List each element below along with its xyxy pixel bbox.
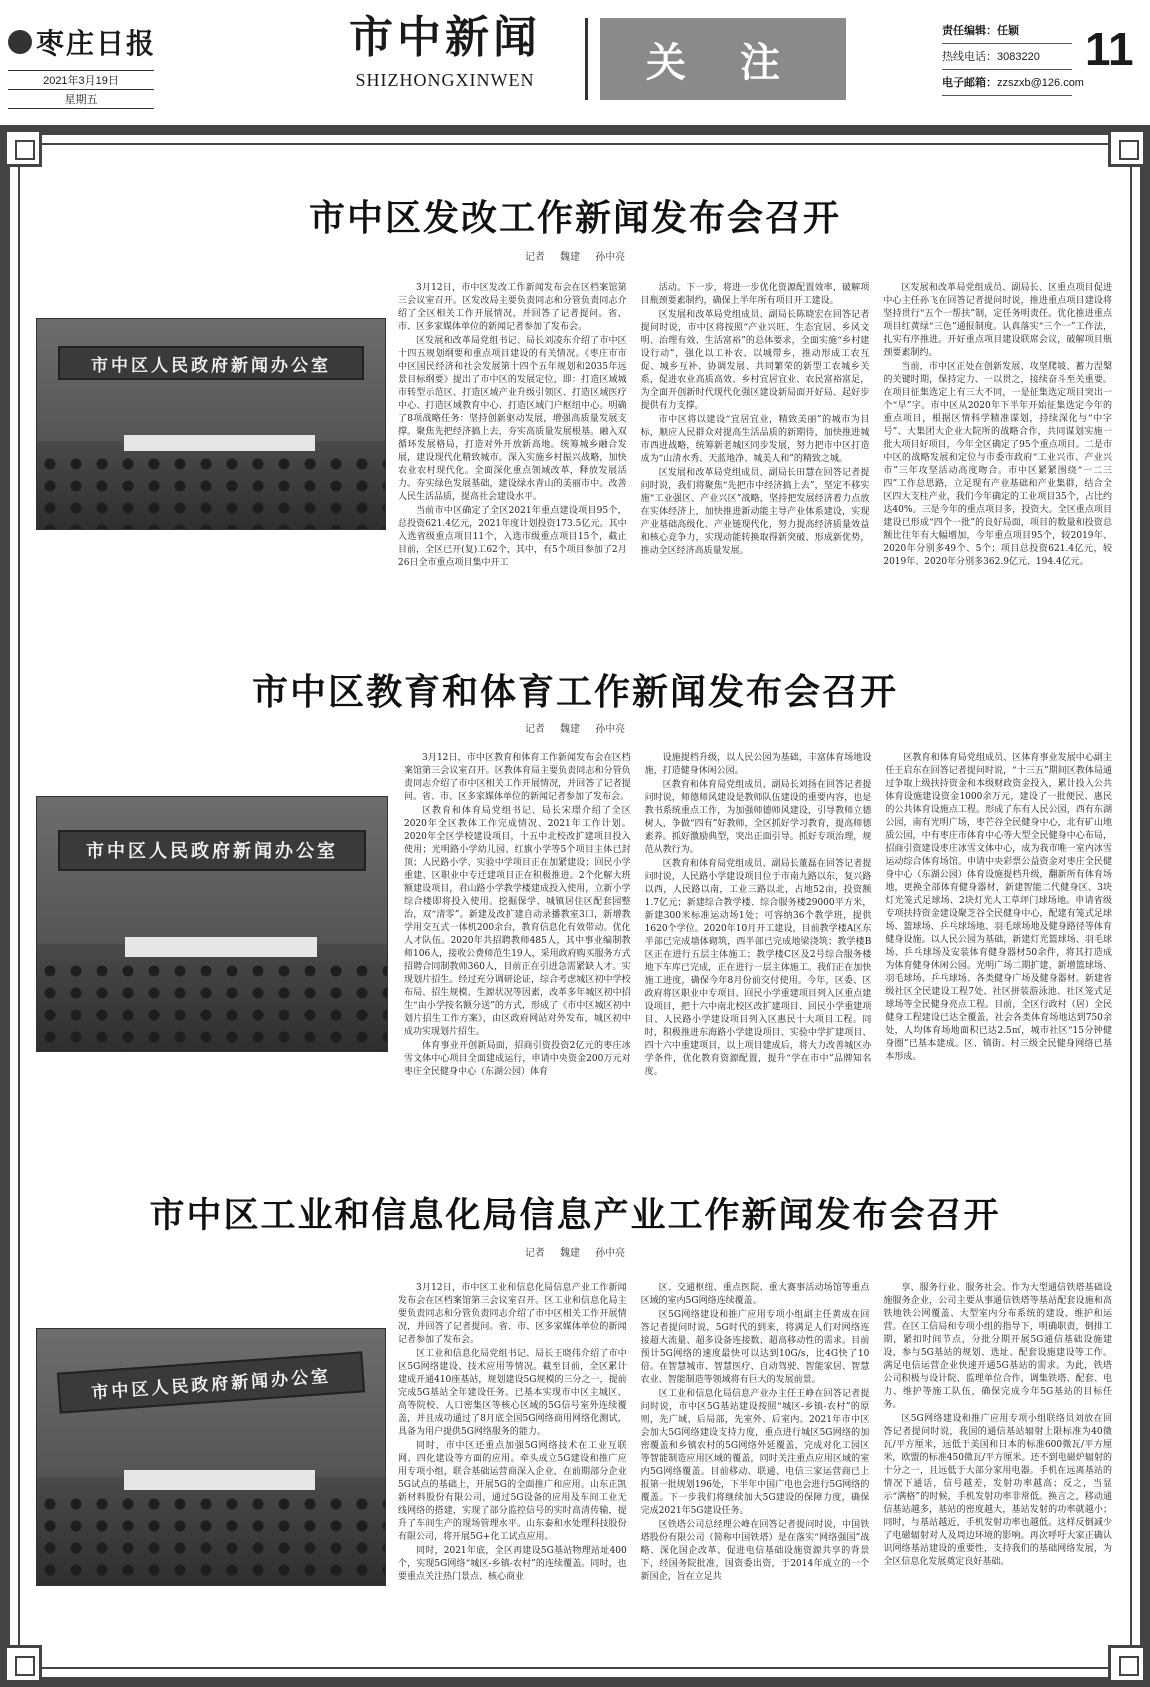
article-photo [36, 796, 388, 1052]
email-address[interactable]: zzszxb@126.com [997, 77, 1084, 89]
masthead [0, 0, 1150, 112]
paragraph: 区工业和信息化局信息产业办主任王峥在回答记者提问时说，市中区5G基站建设按照“城区-乡镇-农村”的原则，先广域、后局部，先室外、后室内。2021年市中区会加大5G网络建设支持力度，重点进行城区5G网络的加密覆盖和乡镇农村的5G网络外延覆盖，完成对化工园区等智能制造应用区域的覆盖，同时关注重点应用区域的室内5G网络覆盖。目前移动、联通、电信三家运营商已上报第一批规划196处，下半年中国广电也会进行5G网络的覆盖。下一步我们将继续加大5G建设的保障力度，确保完成2021年5G建设任务。 [640, 1389, 870, 1516]
article-headline: 市中区工业和信息化局信息产业工作新闻发布会召开 [149, 1195, 1001, 1236]
article-byline [40, 720, 1110, 735]
paragraph: 3月12日，市中区教育和体育工作新闻发布会在区档案馆第三会议室召开。区教体育局主要负责同志和分管负责同志介绍了市中区相关工作开展情况，并回答了记者提问。省、市、区多家媒体单位的新闻记者参加了发布会。 [404, 753, 631, 802]
section-logo [345, 12, 545, 91]
article-headline: 市中区教育和体育工作新闻发布会召开 [251, 671, 898, 713]
article-body [398, 282, 1112, 612]
article-column [398, 1282, 627, 1666]
issue-date: 2021年3月19日 [8, 70, 154, 90]
article-column [883, 282, 1112, 612]
article-column [645, 752, 872, 1130]
paragraph: 同时，2021年底，全区再建设5G基站物理站址400个，实现5G网络“城区-乡镇-农村”的连续覆盖。同时，也要重点关注热门景点、核心商业 [398, 1546, 627, 1582]
corner-ornament-icon [4, 1645, 42, 1683]
paragraph: 同时，市中区还重点加强5G网络技术在工业互联网、四化建设等方面的应用。牵头成立5G建设和推广应用专项小组，联合基础运营商深入企业，在前期部分企业5G试点的基础上，开展5G的全面推广和应用。山东正凯新材料股份有限公司，通过5G设备的应用及车间工业无线网络的搭建，实现了部分监控信号的实时高清传输，提升了车间生产的现场管理水平。山东泰和水处理科技股份有限公司，将开展5G+化工试点应用。 [398, 1441, 627, 1542]
article-column [398, 282, 627, 612]
reporter-label: 记者 [524, 1248, 545, 1259]
paragraph: 区教育和体育局党组成员、副局长董磊在回答记者提问时说，人民路小学建设项目位于市南九路以东，复兴路以西，人民路以南，工业三路以北，占地52亩，投资额1.7亿元；新建综合教学楼、综合服务楼29000平方米，新建300米标准运动场1处；可容纳36个教学班，提供1620个学位。2020年10月开工建设，目前教学楼A区东半部已完成墙体砌筑，西半部已完成地梁浇筑；教学楼B区正在进行五层主体施工；教学楼C区及2号综合服务楼地下车库已完成，正在进行一层主体施工。我们正在加快施工进度，确保今年8月份前交付使用。今年，区委、区政府将区职业中专项目、回民小学重建项目列入区重点建设项目，把十六中南北校区改扩建项目、回民小学重建项目、人民路小学建设项目列入区惠民十大项目工程。同时，积极推进东海路小学建设项目、实验中学扩建项目、四十六中重建项目，以上项目建成后，将大力改善城区办学条件，优化教育资源配置，提升“学在市中”品牌知名度。 [644, 859, 872, 1077]
photo-banner-text: 市中区人民政府新闻办公室 [58, 346, 364, 380]
section-pinyin: SHIZHONGXINWEN [355, 70, 535, 90]
paragraph: 当前市中区确定了全区2021年重点建设项目95个，总投资621.4亿元，2021年度计划投资173.5亿元。其中入选省级重点项目11个，入选市级重点项目15个，截止目前，全区已开(复)工62个，其中，有5个项目参加了2月26日全市重点项目集中开工 [398, 506, 627, 568]
article-column [404, 752, 631, 1130]
article-column [641, 1282, 870, 1666]
issue-date-box [8, 70, 154, 109]
paragraph: 区教育和体育局党组书记、局长宋璟介绍了全区2020年全区教体工作完成情况、2021年工作计划。2020年全区学校建设项目，十五中北校改扩建项目投入使用；光明路小学幼儿园、红旗小学等5个项目主体已封顶；人民路小学、实验中学项目正在加紧建设；回民小学重建、区职业中专迁建项目正在积极推进。2个化解大班额建设项目，君山路小学教学楼建成投入使用，立新小学综合楼即将投入使用。挖掘保学、城镇居住区配套园整治，双“清零”。新建及改扩建自动录播教室3口，新增教学用交互式一体机200余台，教育信息化有效带动。优化人才队伍。2020年共招聘教师485人，其中事业编制教师106人，接收公费师范生19人，采用政府购买服务方式招聘合同制教师360人，目前正在引进急需紧缺人才。实现划片招生。经过充分调研论证，综合考虑城区初中学校布局、招生规模、生源状况等因素，改革多年城区初中招生“由小学按名额分送”的方式，形成了《市中区城区初中划片招生工作方案》，由区政府网站对外发布，城区初中成功实现划片招生。 [404, 806, 631, 1037]
paragraph: 区铁塔公司总经理公峰在回答记者提问时说，中国铁塔股份有限公司（简称中国铁塔）是在落实“网络强国”战略、深化国企改革、促进电信基础设施资源共享的背景下，经国务院批准，国资委出资，于2014年成立的一个新国企，旨在立足共 [640, 1520, 870, 1582]
photo-banner-text: 市中区人民政府新闻办公室 [58, 830, 366, 871]
email-row [942, 70, 1084, 96]
paragraph: 区、交通枢纽、重点医院、重大赛事活动场馆等重点区域的室内5G网络连续覆盖。 [640, 1283, 870, 1306]
reporter-name: 魏建 [560, 252, 580, 263]
paragraph: 当前，市中区正处在创新发展、攻坚爬坡、蓄力涅槃的关键时期，保持定力、一以贯之，接续奋斗至关重要。在项目征集选定上有三大不同，一是征集选定项目突出一个“早”字。市中区从2020年下半年开始征集选定今年的重点项目，根据区情科学精准谋划，持续深化与“中字号”、大集团大企业大院所的战略合作，共同谋划实施一批大项目好项目，今年全区确定了95个重点项目。二是市中区的战略发展和定位与市委市政府“工业兴市、产业兴市”三年攻坚活动高度吻合。市中区紧紧围绕“一二三四”工作总思路，立足现有产业基础和产业集群，结合全区四大支柱产业，我们今年确定的工业项目35个，占比约达40%。三是今年的重点项目多，投资大。全区重点项目建设已形成“四个一批”的良好局面，项目的数量和投资总额比往年有大幅增加，今年重点项目95个，较2019年、2020年分别多49个、5个；项目总投资621.4亿元，较2019年、2020年分别多362.9亿元、194.4亿元。 [883, 362, 1113, 567]
paragraph: 区发展和改革局党组书记、局长刘凌东介绍了市中区十四五规划纲要和重点项目建设的有关情况。《枣庄市市中区国民经济和社会发展第十四个五年规划和2035年远景目标纲要》提出了市中区的发展定位，即：打造区域城市转型示范区、打造区域产业升级引领区、打造区域医疗中心、打造区域教育中心、打造区域门户枢纽中心。明确了8项战略任务：坚持创新驱动发展，增强高质量发展支撑。聚焦先把经济搞上去，夯实高质量发展根基。融入双循环发展格局，打造对外开放新高地。统筹城乡融合发展，建设现代化精致城市。深入实施乡村振兴战略，加快农业农村现代化。全面深化重点领域改革，释放发展活力。夯实绿色发展基础，建设绿水青山的美丽市中。改善人民生活品质，提高社会建设水平。 [398, 336, 627, 502]
reporter-name: 孙中亮 [595, 252, 626, 263]
paragraph: 区发展和改革局党组成员、副局长陈晓宏在回答记者提问时说，市中区将按照“产业兴旺、生态宜居、乡风文明、治理有效、生活富裕”的总体要求，全面实施“乡村建设行动”，强化以工补农、以城带乡，推动形成工农互促、城乡互补、协调发展、共同繁荣的新型工农城乡关系，促进农业高质高效、乡村宜居宜业、农民富裕富足，为全面开创新时代现代化强区建设新局面开好局、起好步提供有力支撑。 [640, 310, 870, 411]
paragraph: 市中区将以建设“宜居宜业，精致美丽”的城市为目标，顺应人民群众对提高生活品质的新期待，加快推进城市西进战略，统筹新老城区同步发展，努力把市中区打造成为“山清水秀、天蓝地净、城美人和”的精致之城。 [640, 415, 870, 464]
issue-weekday: 星期五 [8, 90, 154, 109]
paragraph: 区发展和改革局党组成员、副局长田慧在回答记者提问时说，我们将聚焦“先把市中经济搞上去”，坚定不移实施“工业强区、产业兴区”战略，坚持把发展经济着力点放在实体经济上，加快推进新动能主导产业体系建设，实现产业基础高级化、产业链现代化，努力提高经济质量效益和核心竞争力，实现动能转换取得新突破、形成新优势，推动全区经济高质量发展。 [640, 468, 870, 556]
corner-ornament-icon [4, 129, 42, 167]
article-photo [36, 1328, 386, 1586]
paragraph: 区教育和体育局党组成员、区体育事业发展中心副主任王启东在回答记者提问时说，“十三五”期间区教体局通过争取上级扶持资金和本级财政资金投入，累计投入公共体育设施建设资金1000余万元，建设了一批便民、惠民的公共体育设施点工程。形成了东有人民公园，西有东湖公园，南有光明广场，枣芒谷全民健身中心，北有矿山地质公园，中有枣庄市体育中心等大型全民健身中心布局，招商引资建设枣庄冰雪文体中心，成为我市唯一室内冰雪运动综合体育场馆。申请中央彩票公益资金对枣庄全民健身中心（东湖公园）体育设施提档升级，翻新所有体育场地，更换全部体育健身器材，新建智能二代健身区、3块灯光笼式足球场、2块灯光人工草坪门球场地。申请省级专项扶持资金建设聚芝谷全民健身中心，配建有笼式足球场、篮球场、乒乓球场地、羽毛球场地及健身路径等体育健身设施。以人民公园为基础，新建灯光篮球场、羽毛球场、乒乓球场及安装体育健身器材50余件，将其打造成为体育健身休闲公园。光明广场二期扩建，新增篮球场、羽毛球场、乒乓球场、各类健身广场及健身器材。新建省级社区全民建设工程7处、社区拼装游泳池、社区笼式足球场等全民健身亮点工程。目前，全区行政村（居）全民健身工程建设已达全覆盖，社会各类体育场地达到750余处，人均体育场地面积已达2.5㎡，城市社区“15分钟健身圈”已基本建成。区、镇街、村三级全民健身网络已基本形成。 [885, 753, 1113, 1062]
reporter-label: 记者 [524, 252, 545, 263]
article-body [404, 752, 1112, 1130]
editor-info [942, 18, 1084, 96]
paragraph: 享、服务行业、服务社会。作为大型通信铁塔基础设施服务企业，公司主要从事通信铁塔等基站配套设施和高铁地铁公网覆盖、大型室内分布系统的建设、维护和运营。在区工信局和专项小组的指导下，明确职责，倒排工期，紧扣时间节点，分批分期开展5G通信基础设施建设，参与5G基站的规划、选址、配套设施建设等工作。满足电信运营企业快速开通5G基站的需求。为此，铁塔公司积极与设计院、监理单位合作，调集铁塔、配套、电力、维护等施工队伍，确保完成今年5G基站的目标任务。 [883, 1283, 1113, 1410]
editor-label: 责任编辑：任颖 [942, 18, 1072, 44]
paragraph: 体育事业开创新局面，招商引资投资2亿元的枣庄冰雪文体中心项目全面建成运行，申请中央资金200万元对枣庄全民健身中心（东湖公园）体育 [404, 1041, 631, 1077]
article-byline [40, 1244, 1110, 1259]
reporter-label: 记者 [524, 724, 545, 735]
photo-banner-text: 市中区人民政府新闻办公室 [57, 1352, 365, 1414]
reporter-name: 孙中亮 [595, 1248, 626, 1259]
article-headline: 市中区发改工作新闻发布会召开 [308, 197, 841, 239]
email-label: 电子邮箱： [942, 77, 997, 89]
corner-ornament-icon [1108, 129, 1146, 167]
paragraph: 活动。下一步，将进一步优化资源配置效率，破解项目瓶颈要素制约，确保上半年所有项目开工建设。 [640, 283, 870, 306]
reporter-name: 魏建 [560, 1248, 580, 1259]
paragraph: 区5G网络建设和推广应用专项小组联络员刘放在回答记者提问时说，我国的通信基站辐射上限标准为40微瓦/平方厘米，远低于美国和日本的标准600微瓦/平方厘米，欧盟的标准450微瓦/平方厘米。还不到电磁炉辐射的十分之一，且远低于大部分家用电器。手机在远离基站的情况下通话，信号越差，发射功率越高；反之，当显示“满格”的时候，手机发射功率非常低。换言之，移动通信基站越多，基站的密度越大，基站发射的功率就越小；同时，与基站越近，手机发射功率也越低。这样反倒减少了电磁辐射对人及周边环境的影响。再次呼吁大家正确认识网络基站建设的重要性，支持我们的基础网络发展，为全区信息化发展奠定良好基础。 [883, 1414, 1113, 1567]
article-photo [36, 318, 386, 530]
newspaper-name: 枣庄日报 [36, 27, 157, 60]
section-title: 市中新闻 [349, 12, 541, 63]
paragraph: 区5G网络建设和推广应用专项小组副主任黄成在回答记者提问时说，5G时代的到来，将满足人们对网络连接超大流量、超多设备连接数、超高移动性的需求。目前预计5G网络的速度最快可以达到10G/s，比4G快了10倍。在智慧城市、智慧医疗、自动驾驶、智能家居、智慧农业、智能制造等领域将有巨大的发展前景。 [640, 1310, 870, 1385]
article-body [398, 1282, 1112, 1666]
newspaper-seal-icon [8, 30, 32, 54]
article-byline [40, 248, 1110, 263]
column-banner [600, 18, 846, 100]
reporter-name: 魏建 [560, 724, 580, 735]
paragraph: 3月12日，市中区工业和信息化局信息产业工作新闻发布会在区档案馆第三会议室召开。区工业和信息化局主要负责同志和分管负责同志介绍了市中区相关工作开展情况，并回答了记者提问。省、市、区多家媒体单位的新闻记者参加了发布会。 [398, 1283, 627, 1345]
paragraph: 区发展和改革局党组成员、副局长、区重点项目促进中心主任孙飞在回答记者提问时说，推进重点项目建设将坚持贯行“五个一帮扶”制，定任务明责任。优化推进重点项目红黄绿“三色”通报制度。认真落实“三个一”工作法，扎实有序推进。开好重点项目建设联席会议，破解项目瓶颈要素制约。 [883, 283, 1113, 358]
masthead-divider [585, 18, 588, 100]
paragraph: 区教育和体育局党组成员、副局长刘扬在回答记者提问时说，师德师风建设是教师队伍建设的重要内容，也是教书系统重点工作，为加强师德师风建设，引导教师立德树人，争做“四有”好教师，全区抓好学习教育，提高师德素养。抓好激励典型，突出正面引导。抓好专项治理，规范从教行为。 [644, 780, 872, 855]
paragraph: 区工业和信息化局党组书记、局长王晓伟介绍了市中区5G网络建设、技术应用等情况。截至目前，全区累计建成开通410座基站，规划建设5G规模的三分之一，提前完成5G基站全年建设任务。已基本实现市中区主城区、高等院校、人口密集区等核心区域的5G信号室外连续覆盖，并且成功通过了8月底全国5G网络商用网络化测试，具备为用户提供5G网络服务的能力。 [398, 1349, 627, 1437]
reporter-name: 孙中亮 [595, 724, 626, 735]
article-column [883, 1282, 1112, 1666]
newspaper-logo [8, 22, 156, 62]
paragraph: 设施提档升级，以人民公园为基础，丰富体育场地设施，打造健身休闲公园。 [644, 753, 872, 776]
column-name: 关 注 [646, 39, 800, 86]
article-column [641, 282, 870, 612]
paragraph: 3月12日，市中区发改工作新闻发布会在区档案馆第三会议室召开。区发改局主要负责同志和分管负责同志介绍了全区相关工作开展情况，并回答了记者提问。省、市、区多家媒体单位的新闻记者参加了发布会。 [398, 283, 627, 332]
hotline-label: 热线电话：3083220 [942, 44, 1072, 70]
corner-ornament-icon [1108, 1645, 1146, 1683]
article-column [885, 752, 1112, 1130]
page-number: 11 [1085, 23, 1134, 75]
